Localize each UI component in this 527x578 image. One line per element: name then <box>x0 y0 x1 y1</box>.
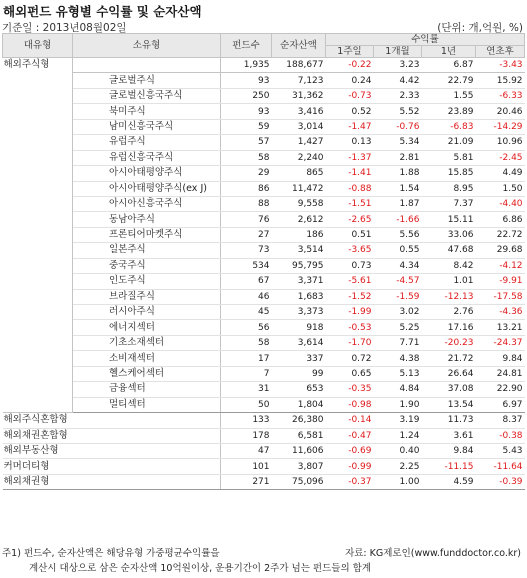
net-assets-cell: 99 <box>272 366 326 381</box>
fund-count-cell: 56 <box>221 320 272 335</box>
fund-count-cell: 1,935 <box>221 58 272 73</box>
subcategory-cell <box>73 58 221 73</box>
net-assets-cell: 188,677 <box>272 58 326 73</box>
table-row <box>3 135 525 150</box>
fund-count-cell: 47 <box>221 443 272 458</box>
return-ytd-cell: 4.49 <box>476 166 525 181</box>
return-ytd-cell: 6.97 <box>476 397 525 412</box>
return-1-month-cell: 1.87 <box>374 196 422 211</box>
return-ytd-cell: 29.68 <box>476 243 525 258</box>
return-1-week-cell: 0.13 <box>326 135 374 150</box>
return-ytd-cell: 8.37 <box>476 413 525 428</box>
fund-count-cell: 178 <box>221 428 272 443</box>
table-body <box>3 58 525 490</box>
return-1-month-cell: 1.88 <box>374 166 422 181</box>
return-1-month-cell: 5.52 <box>374 104 422 119</box>
return-ytd-cell: -2.45 <box>476 150 525 165</box>
return-ytd-cell: 9.84 <box>476 351 525 366</box>
return-1-month-cell: 3.19 <box>374 413 422 428</box>
net-assets-cell: 918 <box>272 320 326 335</box>
return-1-year-cell: 3.61 <box>422 428 476 443</box>
return-1-month-cell: 2.81 <box>374 150 422 165</box>
subcategory-cell: 남미신흥국주식 <box>73 119 221 134</box>
fund-count-cell: 93 <box>221 104 272 119</box>
return-1-year-cell: 21.09 <box>422 135 476 150</box>
table-row <box>3 274 525 289</box>
return-1-year-cell: 21.72 <box>422 351 476 366</box>
return-1-year-cell: 13.54 <box>422 397 476 412</box>
category-cell: 해외주식혼합형 <box>3 413 221 428</box>
return-1-year-cell: 8.42 <box>422 258 476 273</box>
return-ytd-cell: 5.43 <box>476 443 525 458</box>
return-1-week-cell: -0.14 <box>326 413 374 428</box>
table-row <box>3 181 525 196</box>
category-cell: 해외채권혼합형 <box>3 428 221 443</box>
net-assets-cell: 1,804 <box>272 397 326 412</box>
return-1-week-cell: -0.88 <box>326 181 374 196</box>
return-1-year-cell: -6.83 <box>422 119 476 134</box>
fund-count-cell: 45 <box>221 305 272 320</box>
return-ytd-cell: 1.50 <box>476 181 525 196</box>
return-1-week-cell: -1.51 <box>326 196 374 211</box>
return-1-year-cell: 22.79 <box>422 73 476 88</box>
return-1-month-cell: 5.25 <box>374 320 422 335</box>
return-1-month-cell: 0.55 <box>374 243 422 258</box>
return-1-week-cell: -0.99 <box>326 459 374 474</box>
subcategory-cell: 프론티어마켓주식 <box>73 227 221 242</box>
return-1-year-cell: -20.23 <box>422 335 476 350</box>
subcategory-cell: 브라질주식 <box>73 289 221 304</box>
return-1-week-cell: 0.52 <box>326 104 374 119</box>
table-row <box>3 397 525 412</box>
return-ytd-cell: 24.81 <box>476 366 525 381</box>
return-1-week-cell: -1.41 <box>326 166 374 181</box>
table-row <box>3 150 525 165</box>
return-1-year-cell: 1.55 <box>422 88 476 103</box>
return-1-month-cell: -0.76 <box>374 119 422 134</box>
header-1-week: 1주일 <box>326 46 374 58</box>
return-ytd-cell: -3.43 <box>476 58 525 73</box>
subcategory-cell: 동남아주식 <box>73 212 221 227</box>
return-1-week-cell: -1.37 <box>326 150 374 165</box>
fund-count-cell: 250 <box>221 88 272 103</box>
return-1-month-cell: 4.84 <box>374 382 422 397</box>
net-assets-cell: 9,558 <box>272 196 326 211</box>
return-1-month-cell: 1.90 <box>374 397 422 412</box>
category-cell: 해외주식형 <box>3 58 73 413</box>
subcategory-cell: 글로벌신흥국주식 <box>73 88 221 103</box>
return-1-year-cell: 23.89 <box>422 104 476 119</box>
return-ytd-cell: -11.64 <box>476 459 525 474</box>
return-1-week-cell: -1.70 <box>326 335 374 350</box>
header-ytd: 연초후 <box>476 46 525 58</box>
net-assets-cell: 865 <box>272 166 326 181</box>
net-assets-cell: 31,362 <box>272 88 326 103</box>
net-assets-cell: 2,612 <box>272 212 326 227</box>
net-assets-cell: 186 <box>272 227 326 242</box>
fund-count-cell: 271 <box>221 474 272 489</box>
return-1-month-cell: 2.33 <box>374 88 422 103</box>
table-row <box>3 459 525 474</box>
return-1-year-cell: 15.11 <box>422 212 476 227</box>
fund-count-cell: 17 <box>221 351 272 366</box>
return-1-month-cell: 2.25 <box>374 459 422 474</box>
table-row <box>3 305 525 320</box>
table-row <box>3 119 525 134</box>
subcategory-cell: 글로벌주식 <box>73 73 221 88</box>
table-row <box>3 474 525 489</box>
header-1-month: 1개월 <box>374 46 422 58</box>
net-assets-cell: 3,807 <box>272 459 326 474</box>
net-assets-cell: 337 <box>272 351 326 366</box>
return-1-year-cell: -11.15 <box>422 459 476 474</box>
fund-count-cell: 27 <box>221 227 272 242</box>
net-assets-cell: 3,014 <box>272 119 326 134</box>
return-ytd-cell: -4.40 <box>476 196 525 211</box>
table-row <box>3 196 525 211</box>
return-ytd-cell: -24.37 <box>476 335 525 350</box>
table-row <box>3 382 525 397</box>
return-1-year-cell: 8.95 <box>422 181 476 196</box>
return-1-month-cell: 1.00 <box>374 474 422 489</box>
return-1-week-cell: 0.51 <box>326 227 374 242</box>
header-fund-count: 펀드수 <box>221 34 272 58</box>
return-ytd-cell: -0.38 <box>476 428 525 443</box>
return-1-year-cell: -12.13 <box>422 289 476 304</box>
header-net-assets: 순자산액 <box>272 34 326 58</box>
return-1-week-cell: -0.47 <box>326 428 374 443</box>
subcategory-cell: 인도주식 <box>73 274 221 289</box>
net-assets-cell: 2,240 <box>272 150 326 165</box>
footnote-line-1: 주1) 펀드수, 순자산액은 해당유형 가중평균수익률을 <box>2 548 220 559</box>
return-1-week-cell: 0.65 <box>326 366 374 381</box>
table-row <box>3 258 525 273</box>
return-1-year-cell: 7.37 <box>422 196 476 211</box>
net-assets-cell: 95,795 <box>272 258 326 273</box>
fund-count-cell: 86 <box>221 181 272 196</box>
return-ytd-cell: -4.36 <box>476 305 525 320</box>
fund-count-cell: 57 <box>221 135 272 150</box>
return-1-month-cell: -4.57 <box>374 274 422 289</box>
return-ytd-cell: 10.96 <box>476 135 525 150</box>
return-1-month-cell: -1.66 <box>374 212 422 227</box>
subcategory-cell: 유럽신흥국주식 <box>73 150 221 165</box>
footnote-line-2: 계산시 대상으로 삼은 순자산액 10억원이상, 운용기간이 2주가 넘는 펀드들의 합계 <box>29 563 371 574</box>
return-1-week-cell: -1.99 <box>326 305 374 320</box>
return-1-month-cell: 5.34 <box>374 135 422 150</box>
return-1-month-cell: 4.42 <box>374 73 422 88</box>
return-1-week-cell: 0.72 <box>326 351 374 366</box>
header-1-year: 1년 <box>422 46 476 58</box>
return-1-year-cell: 11.73 <box>422 413 476 428</box>
return-ytd-cell: -17.58 <box>476 289 525 304</box>
table-row <box>3 366 525 381</box>
fund-count-cell: 46 <box>221 289 272 304</box>
subcategory-cell: 멀티섹터 <box>73 397 221 412</box>
return-ytd-cell: -6.33 <box>476 88 525 103</box>
return-1-week-cell: -1.47 <box>326 119 374 134</box>
header-subcategory: 소유형 <box>73 34 221 58</box>
return-ytd-cell: 6.86 <box>476 212 525 227</box>
fund-count-cell: 59 <box>221 119 272 134</box>
fund-count-cell: 58 <box>221 335 272 350</box>
fund-count-cell: 133 <box>221 413 272 428</box>
return-1-year-cell: 4.59 <box>422 474 476 489</box>
return-ytd-cell: 22.90 <box>476 382 525 397</box>
return-1-year-cell: 26.64 <box>422 366 476 381</box>
return-1-year-cell: 5.81 <box>422 150 476 165</box>
fund-count-cell: 58 <box>221 150 272 165</box>
return-1-year-cell: 2.76 <box>422 305 476 320</box>
subcategory-cell: 소비재섹터 <box>73 351 221 366</box>
fund-returns-table <box>2 33 525 490</box>
return-1-week-cell: -2.65 <box>326 212 374 227</box>
return-1-year-cell: 33.06 <box>422 227 476 242</box>
return-1-year-cell: 9.84 <box>422 443 476 458</box>
fund-count-cell: 7 <box>221 366 272 381</box>
table-row <box>3 351 525 366</box>
return-1-month-cell: 0.40 <box>374 443 422 458</box>
fund-count-cell: 67 <box>221 274 272 289</box>
subcategory-cell: 기초소재섹터 <box>73 335 221 350</box>
subcategory-cell: 에너지섹터 <box>73 320 221 335</box>
fund-count-cell: 73 <box>221 243 272 258</box>
category-cell: 커머더티형 <box>3 459 221 474</box>
subcategory-cell: 일본주식 <box>73 243 221 258</box>
net-assets-cell: 3,373 <box>272 305 326 320</box>
return-1-month-cell: 1.54 <box>374 181 422 196</box>
table-row <box>3 212 525 227</box>
return-ytd-cell: 15.92 <box>476 73 525 88</box>
table-row <box>3 320 525 335</box>
return-1-month-cell: 4.38 <box>374 351 422 366</box>
return-1-week-cell: -1.52 <box>326 289 374 304</box>
return-ytd-cell: -9.91 <box>476 274 525 289</box>
return-1-week-cell: -3.65 <box>326 243 374 258</box>
table-row <box>3 443 525 458</box>
table-row <box>3 104 525 119</box>
return-1-year-cell: 15.85 <box>422 166 476 181</box>
base-date: 기준일 : 2013년08월02일 <box>2 22 127 34</box>
subcategory-cell: 금융섹터 <box>73 382 221 397</box>
net-assets-cell: 3,371 <box>272 274 326 289</box>
return-1-month-cell: 3.23 <box>374 58 422 73</box>
fund-count-cell: 534 <box>221 258 272 273</box>
return-ytd-cell: -0.39 <box>476 474 525 489</box>
net-assets-cell: 3,416 <box>272 104 326 119</box>
category-cell: 해외채권형 <box>3 474 221 489</box>
return-1-week-cell: -0.35 <box>326 382 374 397</box>
table-row <box>3 428 525 443</box>
net-assets-cell: 6,581 <box>272 428 326 443</box>
net-assets-cell: 1,427 <box>272 135 326 150</box>
net-assets-cell: 11,472 <box>272 181 326 196</box>
fund-count-cell: 29 <box>221 166 272 181</box>
return-1-year-cell: 6.87 <box>422 58 476 73</box>
fund-count-cell: 88 <box>221 196 272 211</box>
return-1-week-cell: -0.98 <box>326 397 374 412</box>
return-1-month-cell: 7.71 <box>374 335 422 350</box>
return-1-month-cell: -1.59 <box>374 289 422 304</box>
return-1-year-cell: 47.68 <box>422 243 476 258</box>
subcategory-cell: 아시아태평양주식(ex J) <box>73 181 221 196</box>
fund-count-cell: 93 <box>221 73 272 88</box>
table-row <box>3 413 525 428</box>
subcategory-cell: 북미주식 <box>73 104 221 119</box>
subcategory-cell: 유럽주식 <box>73 135 221 150</box>
net-assets-cell: 1,683 <box>272 289 326 304</box>
net-assets-cell: 75,096 <box>272 474 326 489</box>
subcategory-cell: 아시아태평양주식 <box>73 166 221 181</box>
net-assets-cell: 7,123 <box>272 73 326 88</box>
table-row <box>3 289 525 304</box>
subcategory-cell: 아시아신흥국주식 <box>73 196 221 211</box>
return-1-month-cell: 3.02 <box>374 305 422 320</box>
return-1-month-cell: 5.56 <box>374 227 422 242</box>
return-1-week-cell: -5.61 <box>326 274 374 289</box>
return-1-week-cell: 0.73 <box>326 258 374 273</box>
fund-count-cell: 31 <box>221 382 272 397</box>
return-1-week-cell: -0.22 <box>326 58 374 73</box>
header-returns: 수익률 <box>326 34 525 46</box>
footnote <box>2 545 523 574</box>
subcategory-cell: 헬스케어섹터 <box>73 366 221 381</box>
return-ytd-cell: 22.72 <box>476 227 525 242</box>
return-1-year-cell: 37.08 <box>422 382 476 397</box>
table-row <box>3 243 525 258</box>
return-ytd-cell: -4.12 <box>476 258 525 273</box>
return-ytd-cell: 20.46 <box>476 104 525 119</box>
table-row <box>3 166 525 181</box>
page-title: 해외펀드 유형별 수익률 및 순자산액 <box>3 4 202 19</box>
return-1-week-cell: 0.24 <box>326 73 374 88</box>
return-1-month-cell: 4.34 <box>374 258 422 273</box>
net-assets-cell: 3,614 <box>272 335 326 350</box>
net-assets-cell: 3,514 <box>272 243 326 258</box>
return-1-month-cell: 1.24 <box>374 428 422 443</box>
return-1-year-cell: 1.01 <box>422 274 476 289</box>
fund-count-cell: 76 <box>221 212 272 227</box>
fund-count-cell: 101 <box>221 459 272 474</box>
table-row <box>3 227 525 242</box>
subcategory-cell: 중국주식 <box>73 258 221 273</box>
table-row <box>3 335 525 350</box>
return-1-week-cell: -0.37 <box>326 474 374 489</box>
source-label: 자료: KG제로인(www.funddoctor.co.kr) <box>345 548 521 559</box>
net-assets-cell: 11,606 <box>272 443 326 458</box>
return-1-week-cell: -0.53 <box>326 320 374 335</box>
table-row <box>3 73 525 88</box>
return-ytd-cell: -14.29 <box>476 119 525 134</box>
return-1-week-cell: -0.73 <box>326 88 374 103</box>
net-assets-cell: 653 <box>272 382 326 397</box>
return-1-week-cell: -0.69 <box>326 443 374 458</box>
return-1-month-cell: 5.13 <box>374 366 422 381</box>
net-assets-cell: 26,380 <box>272 413 326 428</box>
subcategory-cell: 러시아주식 <box>73 305 221 320</box>
header-category: 대유형 <box>3 34 73 58</box>
return-1-year-cell: 17.16 <box>422 320 476 335</box>
category-cell: 해외부동산형 <box>3 443 221 458</box>
table-row <box>3 88 525 103</box>
table-row <box>3 58 525 73</box>
unit-label: (단위: 개,억원, %) <box>437 22 523 34</box>
return-ytd-cell: 13.21 <box>476 320 525 335</box>
fund-count-cell: 50 <box>221 397 272 412</box>
